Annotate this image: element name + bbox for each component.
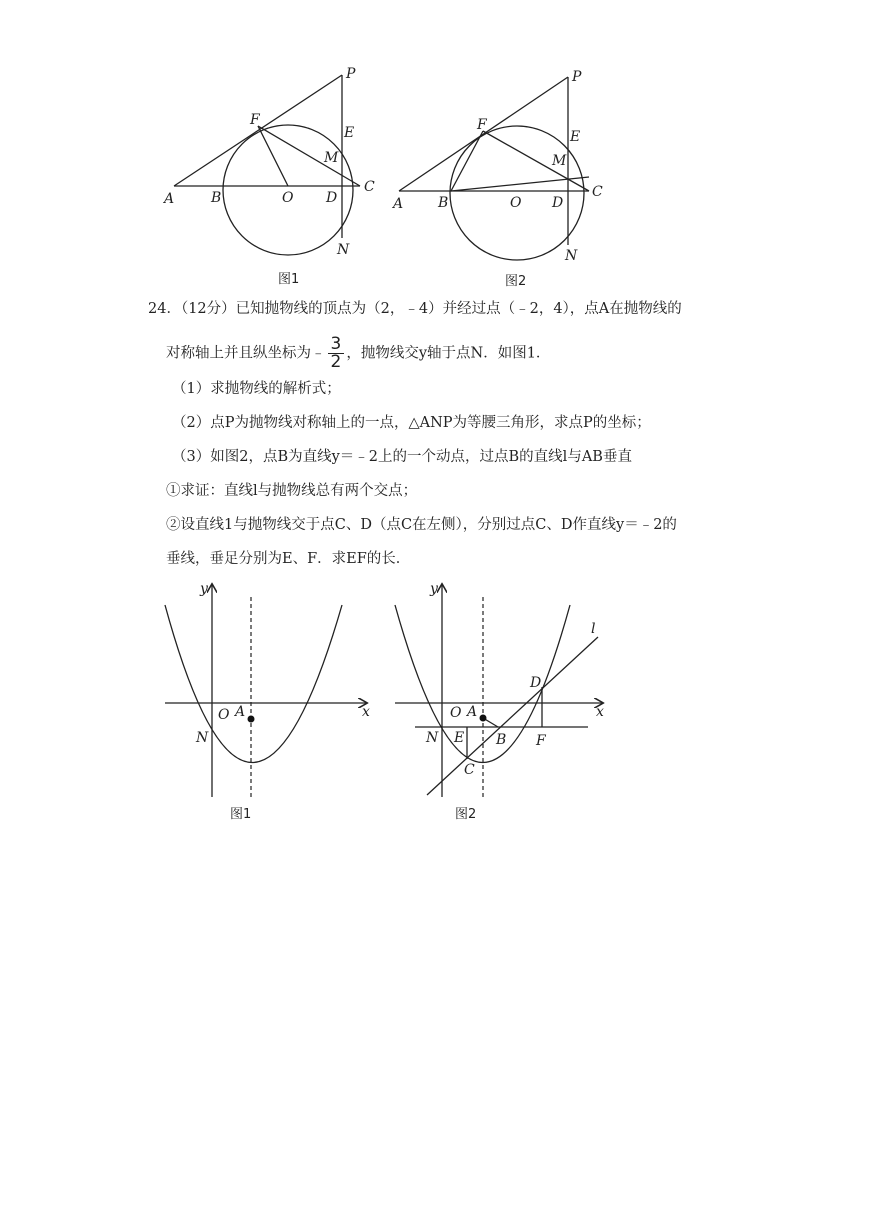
bottom-figure-1	[160, 575, 380, 825]
point-a	[248, 716, 255, 723]
label-n: N	[196, 730, 209, 746]
caption-top-fig2: 图2	[505, 274, 527, 289]
label-x: x	[362, 704, 370, 720]
top-figure-1	[150, 60, 380, 290]
label-a: A	[235, 704, 246, 720]
label-n: N	[426, 730, 439, 746]
label-a: A	[393, 196, 404, 212]
circle-o	[450, 126, 584, 260]
question-2: （2）点P为抛物线对称轴上的一点，△ANP为等腰三角形，求点P的坐标；	[172, 415, 651, 431]
label-b: B	[211, 190, 222, 206]
label-e: E	[570, 129, 581, 145]
label-f: F	[477, 117, 487, 133]
caption-top-fig1: 图1	[278, 272, 300, 287]
label-c: C	[464, 762, 475, 778]
problem-line-2-pre: 对称轴上并且纵坐标为﹣	[166, 345, 326, 362]
problem-line-2	[166, 336, 550, 371]
label-l: l	[591, 621, 596, 637]
label-a: A	[467, 704, 478, 720]
question-1: （1）求抛物线的解析式；	[172, 381, 341, 397]
caption-bottom-fig2: 图2	[455, 807, 477, 822]
fraction-three-halves	[328, 336, 345, 371]
bottom-figure-2	[390, 575, 615, 825]
segment-ap	[399, 77, 568, 191]
label-o: O	[218, 707, 230, 723]
fraction-numerator: 3	[328, 336, 345, 354]
label-n: N	[337, 242, 350, 258]
label-o: O	[450, 705, 462, 721]
question-3-part-2a: ②设直线1与抛物线交于点C、D（点C在左侧），分别过点C、D作直线y＝﹣2的	[166, 517, 677, 533]
fraction-denominator: 2	[330, 352, 342, 372]
label-f: F	[536, 733, 546, 749]
label-e: E	[344, 125, 355, 141]
problem-line-2-post: ，抛物线交y轴于点N．如图1．	[346, 345, 551, 362]
label-y: y	[430, 581, 438, 597]
label-b: B	[438, 195, 449, 211]
point-a	[480, 715, 487, 722]
label-o: O	[282, 190, 294, 206]
label-f: F	[250, 112, 260, 128]
label-x: x	[596, 704, 604, 720]
label-d: D	[326, 190, 338, 206]
label-e: E	[454, 730, 465, 746]
segment-ap	[174, 75, 342, 186]
label-d: D	[530, 675, 542, 691]
label-p: P	[346, 66, 356, 82]
top-figure-2	[385, 60, 615, 290]
label-p: P	[572, 69, 582, 85]
label-c: C	[364, 179, 375, 195]
segment-fb	[451, 131, 483, 191]
label-c: C	[592, 184, 603, 200]
label-b: B	[496, 732, 507, 748]
label-m: M	[324, 150, 339, 166]
question-3: （3）如图2，点B为直线y＝﹣2上的一个动点，过点B的直线l与AB垂直	[172, 449, 632, 465]
caption-bottom-fig1: 图1	[230, 807, 252, 822]
label-o: O	[510, 195, 522, 211]
question-3-part-2b: 垂线，垂足分别为E、F．求EF的长．	[166, 551, 411, 567]
label-n: N	[565, 248, 578, 264]
question-3-part-1: ①求证：直线l与抛物线总有两个交点；	[166, 483, 418, 499]
label-y: y	[200, 581, 208, 597]
problem-line-1: 24．（12分）已知抛物线的顶点为（2，﹣4）并经过点（﹣2，4），点A在抛物线的	[148, 301, 682, 317]
label-d: D	[552, 195, 564, 211]
label-a: A	[164, 191, 175, 207]
label-m: M	[552, 153, 567, 169]
parabola	[165, 605, 342, 763]
